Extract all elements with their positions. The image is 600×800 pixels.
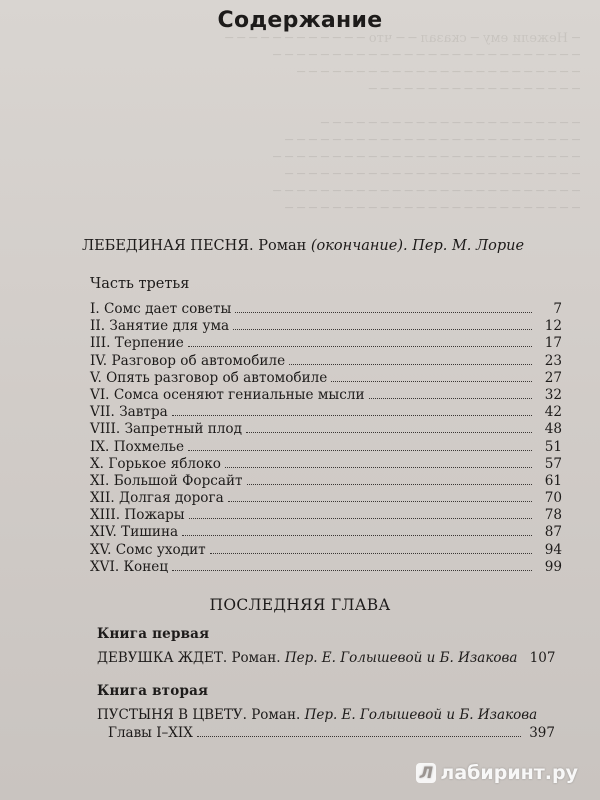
labirint-logo-icon [416,763,436,783]
book-one-title [97,650,517,666]
toc-leader [246,432,532,433]
toc-leader [331,381,532,382]
intro-line [82,238,582,254]
toc-leader [289,364,532,365]
toc-row[interactable] [90,490,562,507]
toc-page: 23 [544,352,562,369]
toc-label: XV. Сомс уходит [90,541,206,558]
toc-leader [235,312,532,313]
book-two-translators: Пер. Е. Голышевой и Б. Изакова [304,707,538,723]
book-two-entry[interactable] [108,725,555,741]
toc-leader [233,329,532,330]
toc-label: VII. Завтра [90,404,168,421]
toc-label: XIV. Тишина [90,524,179,541]
toc-label: XI. Большой Форсайт [90,472,243,489]
bleed-through-text: ─ Нежели ему ─ сказал ─ ─ что ─ ─ ─ ─ ─ ─ ─ ─ ─ ─ ─ ─ ─ ─ ─ ─ ─ ─ ─ ─ ─ ─ ─ ─ ─ ─ ─ ─ ─ ─ ─ ─ ─ ─ ─ ─ ─ ─ ─ ─ ─ ─ ─ ─ ─ ─ ─ ─ ─ ─ ─ ─ ─ ─ ─ ─ ─ ─ ─ ─ ─ ─ ─ ─ ─ ─ ─ ─ ─ ─ ─ ─ ─ ─ ─ ─ ─ ─ ─ ─ ─ ─ ─ ─ ─ ─ ─ ─ ─ ─ ─ ─ ─ ─ ─ ─ ─ ─ ─ ─ ─ ─ ─ ─ ─ ─ ─ ─ ─ ─ ─ ─ ─ ─ ─ ─ ─ ─ ─ ─ ─ ─ ─ ─ ─ ─ ─ ─ ─ ─ ─ ─ ─ ─ ─ ─ ─ ─ ─ ─ ─ ─ ─ ─ ─ ─ ─ ─ ─ ─ ─ ─ ─ ─ ─ ─ ─ ─ ─ ─ ─ ─ ─ ─ ─ ─ ─ ─ ─ ─ ─ ─ ─ ─ ─ ─ ─ ─ ─ ─ ─ ─ ─ ─ ─ ─ ─ ─ ─ ─ ─ ─ ─ ─ ─ ─ ─ ─ ─ ─ ─ ─ ─ ─ ─ ─ ─ ─ ─ ─ ─ ─ ─ ─ ─ ─ ─ ─ ─ ─ ─ ─ ─ ─ ─ ─ ─ ─ ─ [225,31,580,216]
toc-page: 99 [544,558,562,575]
toc-label: VIII. Запретный плод [90,421,242,438]
toc-row[interactable] [90,542,562,559]
toc-page: 51 [544,438,562,455]
book-two-label: Книга вторая [97,683,209,699]
toc-page: 70 [544,490,562,507]
toc-label: IX. Похмелье [90,438,185,455]
toc-label: XIII. Пожары [90,507,185,524]
toc-row[interactable] [90,507,562,524]
toc-label: IV. Разговор об автомобиле [90,352,286,369]
toc-label: X. Горькое яблоко [90,455,221,472]
toc-leader [182,535,532,536]
watermark-logo [416,762,578,784]
toc-leader [225,467,532,468]
toc-label: XII. Долгая дорога [90,490,224,507]
toc-leader [228,501,532,502]
toc-leader [210,553,532,554]
toc-page: 78 [544,507,562,524]
section-heading: ПОСЛЕДНЯЯ ГЛАВА [209,596,391,614]
toc-row[interactable] [90,353,562,370]
toc-label: II. Занятие для ума [90,318,230,335]
toc-leader [197,736,521,737]
toc-row[interactable] [90,456,562,473]
toc-page: 61 [544,472,562,489]
toc-page: 12 [544,318,562,335]
toc-row[interactable] [90,473,562,490]
intro-note: (окончание) [310,238,404,254]
book-two-page: 397 [529,725,555,741]
book-two-chapters: Главы I–XIX [108,725,193,741]
toc-row[interactable] [90,387,562,404]
toc-page: 27 [544,369,562,386]
toc-row[interactable] [90,301,562,318]
toc-page: 48 [544,421,562,438]
toc-row[interactable] [90,421,562,438]
toc-row[interactable] [90,439,562,456]
book-two-title-text: ПУСТЫНЯ В ЦВЕТУ. Роман. [97,707,305,723]
toc-page: 17 [544,335,562,352]
toc-page: 7 [553,301,562,317]
toc-leader [247,484,532,485]
toc-leader [172,570,532,571]
toc-label: XVI. Конец [90,558,169,575]
toc-page: 32 [544,386,562,403]
toc-row[interactable] [90,318,562,335]
toc-page: 42 [544,404,562,421]
toc-row[interactable] [90,335,562,352]
watermark-text: лабиринт.ру [440,762,578,784]
book-one-title-text: ДЕВУШКА ЖДЕТ. Роман. [97,650,285,666]
toc-row[interactable] [90,559,562,576]
toc-leader [188,346,532,347]
part-heading: Часть третья [90,276,190,292]
toc-leader [188,450,532,451]
page-title: Содержание [217,8,383,33]
toc-page: 87 [544,524,562,541]
intro-title: ЛЕБЕДИНАЯ ПЕСНЯ. Роман [82,238,311,254]
book-one-entry[interactable] [97,650,555,666]
toc-row[interactable] [90,370,562,387]
toc-label: III. Терпение [90,335,184,352]
toc-row[interactable] [90,404,562,421]
book-one-label: Книга первая [97,626,210,642]
logo-letter: Л [419,763,434,782]
book-two-title [97,707,537,723]
toc-label: V. Опять разговор об автомобиле [90,369,328,386]
book-one-translators: Пер. Е. Голышевой и Б. Изакова [284,650,518,666]
toc-leader [189,518,532,519]
chapter-list [90,301,562,576]
toc-page: 57 [544,455,562,472]
toc-leader [369,398,532,399]
toc-row[interactable] [90,524,562,541]
intro-translator: . Пер. М. Лорие [403,238,525,254]
book-one-page: 107 [529,650,556,666]
toc-leader [172,415,532,416]
toc-page: 94 [544,541,562,558]
toc-label: I. Сомс дает советы [90,301,232,317]
toc-label: VI. Сомса осеняют гениальные мысли [90,386,365,403]
